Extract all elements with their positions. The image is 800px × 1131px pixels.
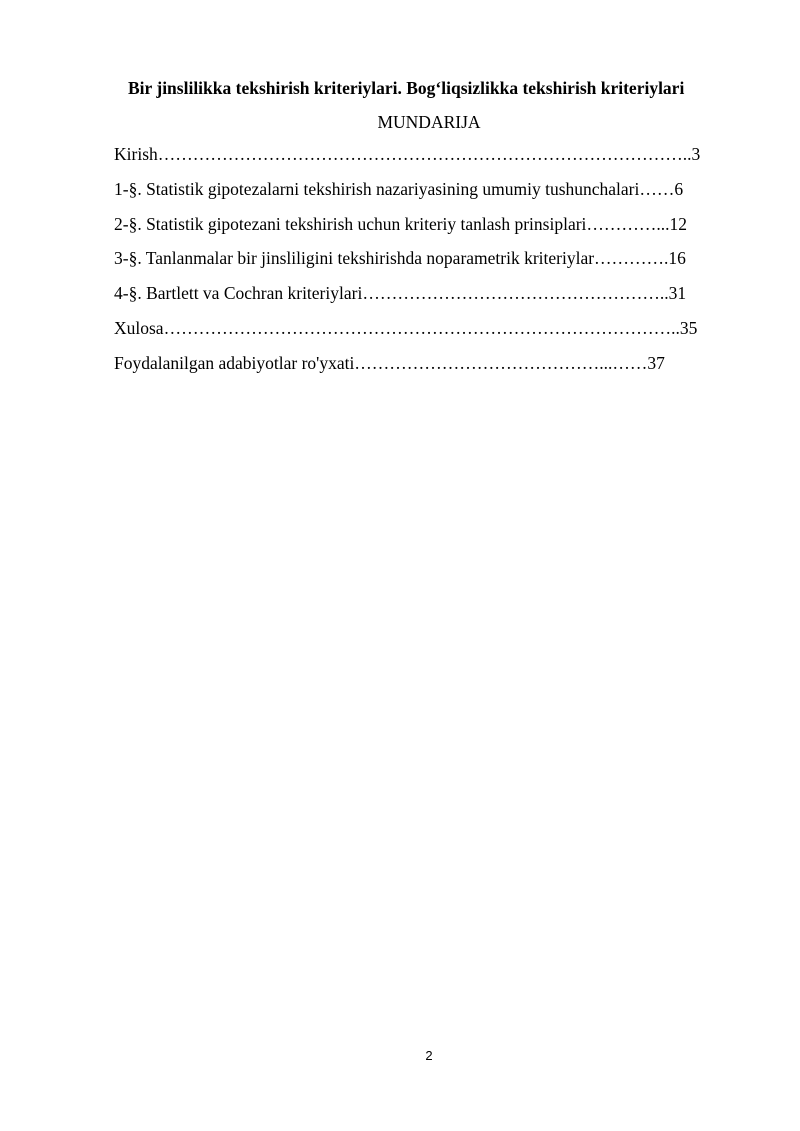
toc-entry-section-1: 1-§. Statistik gipotezalarni tekshirish nazariyasining umumiy tushunchalari……6 — [114, 178, 684, 199]
page-number: 2 — [425, 1048, 433, 1063]
table-of-contents — [114, 142, 754, 386]
document-title: Bir jinslilikka tekshirish kriteriylari. Bog‘liqsizlikka tekshirish kriteriylari — [128, 78, 685, 98]
toc-heading: MUNDARIJA — [377, 112, 481, 132]
toc-entry-xulosa: Xulosa……………………………………………………………………………..35 — [114, 317, 698, 338]
toc-entry-section-2: 2-§. Statistik gipotezani tekshirish uchun kriteriy tanlash prinsiplari…………...12 — [114, 213, 688, 234]
toc-entry-adabiyotlar: Foydalanilgan adabiyotlar ro'yxati……………………………………...……37 — [114, 352, 665, 373]
toc-entry-section-4: 4-§. Bartlett va Cochran kriteriylari……………………………………………..31 — [114, 283, 687, 304]
toc-entry-kirish: Kirish………………………………………………………………………………..3 — [114, 144, 701, 164]
toc-entry-section-3: 3-§. Tanlanmalar bir jinsliligini tekshirishda noparametrik kriteriylar………….16 — [114, 248, 686, 269]
